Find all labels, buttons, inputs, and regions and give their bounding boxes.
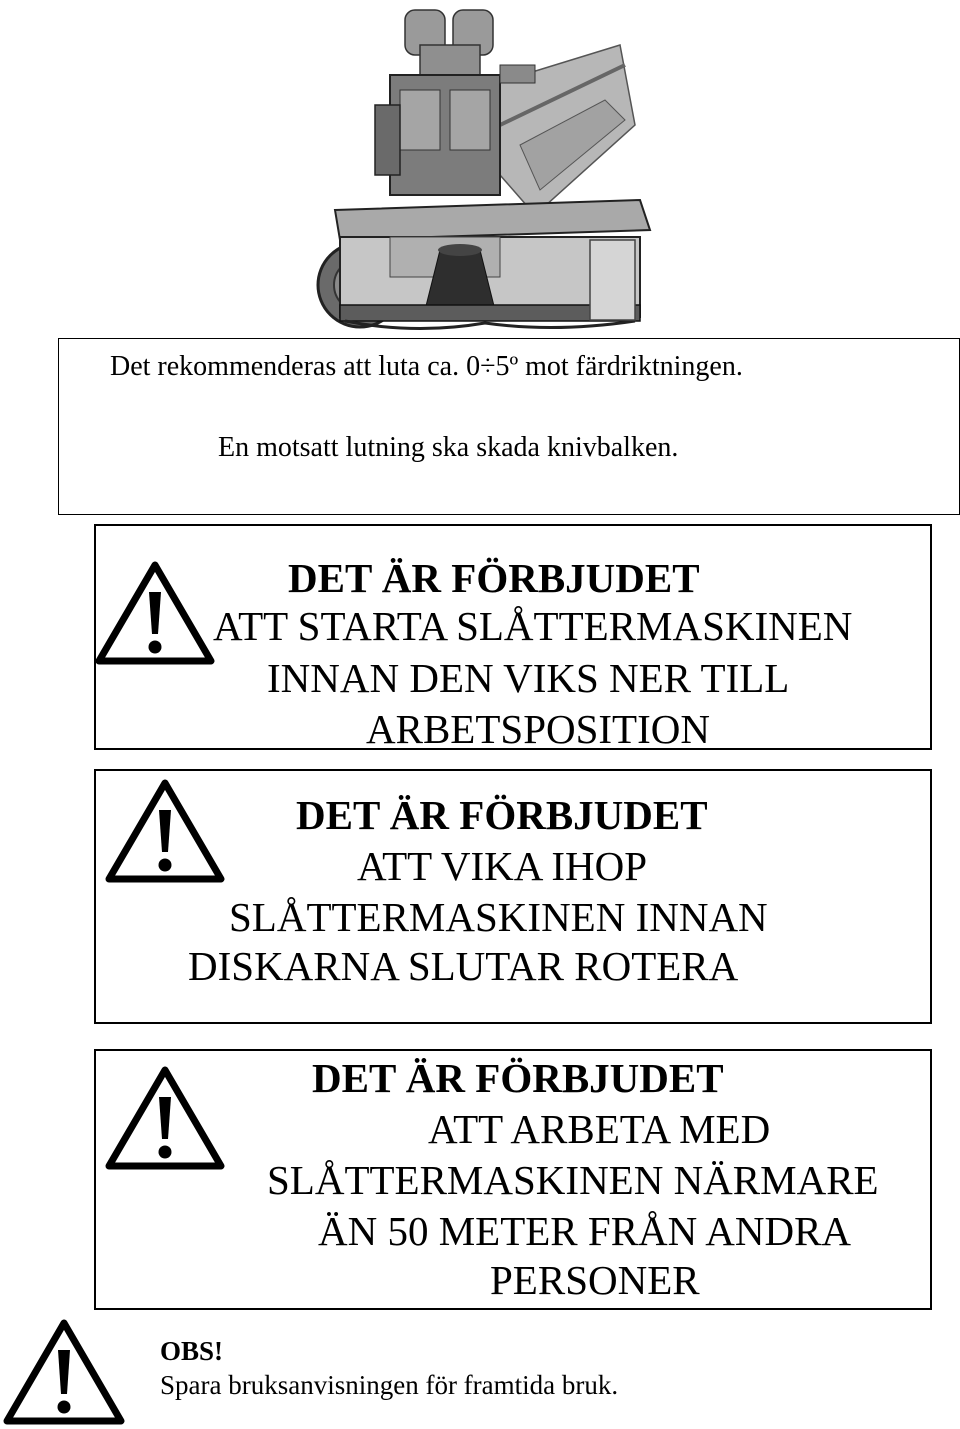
warning-3-line-2: SLÅTTERMASKINEN NÄRMARE xyxy=(267,1157,879,1203)
tilt-note-line-1: Det rekommenderas att luta ca. 0÷5º mot färdriktningen. xyxy=(110,351,743,382)
mower-illustration xyxy=(305,5,665,335)
warning-2-line-3: DISKARNA SLUTAR ROTERA xyxy=(188,943,739,989)
obs-label: OBS! xyxy=(160,1336,224,1366)
warning-1-line-1: ATT STARTA SLÅTTERMASKINEN xyxy=(213,603,853,649)
warning-triangle-icon xyxy=(104,778,226,884)
warning-3-heading: DET ÄR FÖRBJUDET xyxy=(312,1055,724,1101)
tilt-note-line-2: En motsatt lutning ska skada knivbalken. xyxy=(218,432,679,463)
warning-1-line-3: ARBETSPOSITION xyxy=(366,706,710,752)
warning-triangle-icon xyxy=(94,560,216,666)
warning-3-line-1: ATT ARBETA MED xyxy=(428,1106,771,1152)
warning-3-line-4: PERSONER xyxy=(490,1257,700,1303)
warning-1-heading: DET ÄR FÖRBJUDET xyxy=(288,555,700,601)
warning-triangle-icon xyxy=(104,1065,226,1171)
warning-3-line-3: ÄN 50 METER FRÅN ANDRA xyxy=(318,1208,852,1254)
warning-1-line-2: INNAN DEN VIKS NER TILL xyxy=(267,655,790,701)
warning-triangle-icon xyxy=(2,1318,126,1426)
obs-text: Spara bruksanvisningen för framtida bruk. xyxy=(160,1370,619,1400)
warning-2-heading: DET ÄR FÖRBJUDET xyxy=(296,792,708,838)
warning-2-line-2: SLÅTTERMASKINEN INNAN xyxy=(229,894,768,940)
warning-2-line-1: ATT VIKA IHOP xyxy=(357,843,648,889)
